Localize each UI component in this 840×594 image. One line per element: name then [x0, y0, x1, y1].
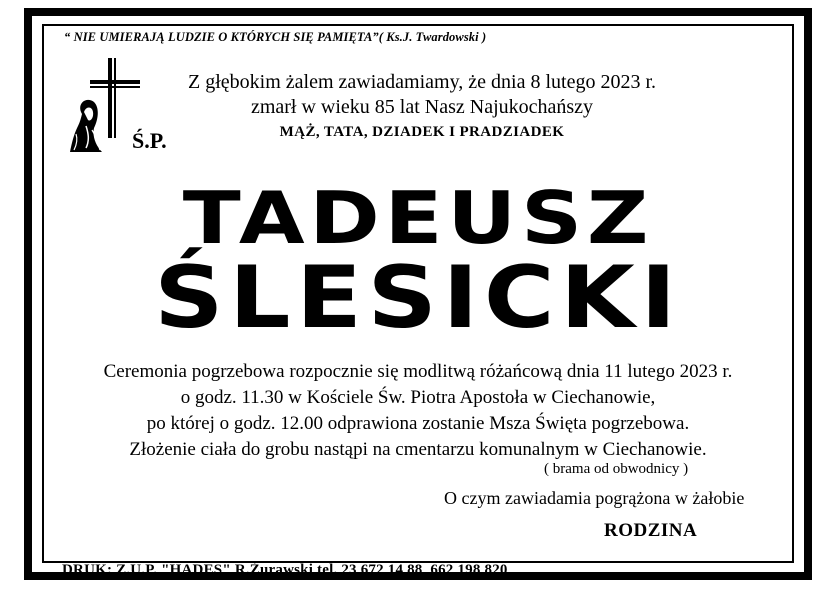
sp-abbreviation: Ś.P. [132, 128, 167, 153]
intro-text [162, 70, 682, 120]
cemetery-gate-note: ( brama od obwodnicy ) [544, 461, 689, 477]
intro-line: Z głębokim żalem zawiadamiamy, że dnia 8 lutego 2023 r. [188, 71, 656, 93]
intro-line: zmarł w wieku 85 lat Nasz Najukochańszy [250, 96, 594, 118]
last-name: ŚLESICKI [154, 248, 682, 348]
printer-footer: DRUK: Z.U.P. "HADES" R.Żurawski tel. 23 672 14 88, 662 198 820 [62, 562, 508, 578]
ceremony-line: Ceremonia pogrzebowa rozpocznie się modlitwą różańcową dnia 11 lutego 2023 r. [103, 361, 733, 382]
quote: “ NIE UMIERAJĄ LUDZIE O KTÓRYCH SIĘ PAMIĘTA”( Ks.J. Twardowski ) [64, 30, 487, 44]
ceremony-line: Złożenie ciała do grobu nastąpi na cmentarzu komunalnym w Ciechanowie. [129, 439, 707, 460]
mourning-line: O czym zawiadamia pogrążona w żałobie [444, 488, 745, 508]
deceased-role: MĄŻ, TATA, DZIADEK I PRADZIADEK [279, 124, 565, 140]
first-name: TADEUSZ [182, 176, 654, 260]
ceremony-info [44, 359, 792, 463]
ceremony-line: o godz. 11.30 w Kościele Św. Piotra Apostoła w Ciechanowie, [180, 387, 656, 408]
notice-frame [24, 8, 812, 580]
ceremony-line: po której o godz. 12.00 odprawiona zostanie Msza Święta pogrzebowa. [146, 413, 690, 434]
family-signature: RODZINA [604, 520, 698, 541]
notice-inner-frame [42, 24, 794, 578]
